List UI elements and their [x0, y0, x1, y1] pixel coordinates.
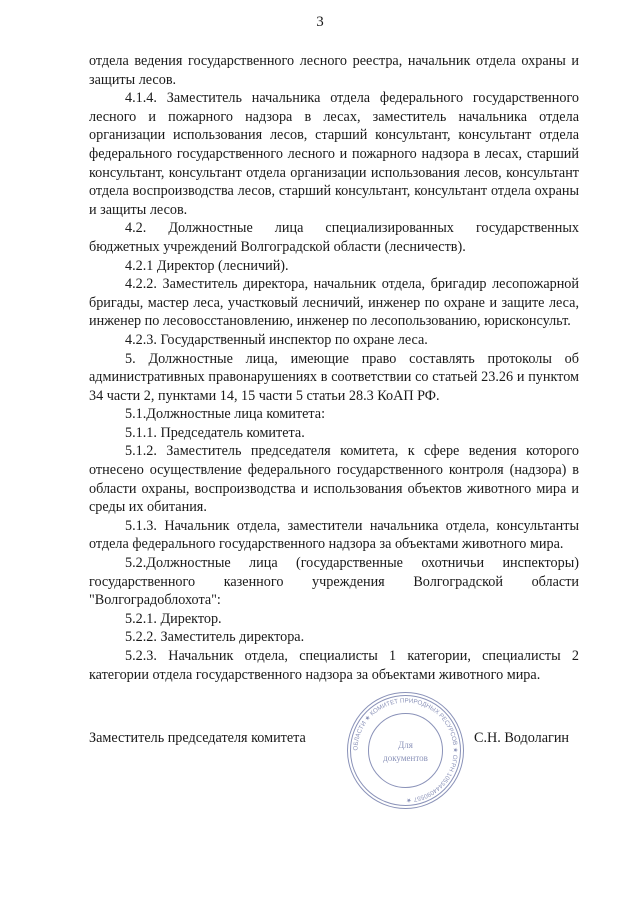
svg-text:документов: документов	[383, 753, 428, 763]
paragraph: 4.2. Должностные лица специализированных государственных бюджетных учреждений Волгоградской области (лесничеств).	[89, 220, 579, 255]
paragraph: 4.2.2. Заместитель директора, начальник отдела, бригадир лесопожарной бригады, мастер леса, участковый лесничий, инженер по охране и защите леса, инженер по лесовосстановлению, инженер по лесопользованию, юрисконсульт.	[89, 276, 579, 330]
signatory-position: Заместитель председателя комитета	[89, 730, 306, 746]
paragraph: отдела ведения государственного лесного реестра, начальник отдела охраны и защиты лесов.	[89, 53, 579, 88]
official-stamp-seal	[343, 688, 468, 813]
paragraph: 5.1.Должностные лица комитета:	[125, 406, 326, 423]
paragraph: 5.2.1. Директор.	[125, 610, 222, 627]
paragraph: 5.1.1. Председатель комитета.	[125, 424, 305, 441]
paragraph: 5.2.Должностные лица (государственные охотничьи инспекторы) государственного казенного учреждения Волгоградской области "Волгоградоблохота":	[89, 555, 579, 609]
paragraph: 4.1.4. Заместитель начальника отдела федерального государственного лесного и пожарного надзора в лесах, заместитель начальника отдела организации использования лесов, старший консультант, консультант отдела федерального государственного лесного и пожарного надзора в лесах, старший консультант, консультант отдела организации использования лесов, консультант отдела воспроизводства лесов, старший консультант, консультант отдела охраны и защиты лесов.	[89, 90, 579, 218]
page-number: 3	[316, 14, 324, 30]
paragraph: 5.1.3. Начальник отдела, заместители начальника отдела, консультанты отдела федерального государственного надзора за объектами животного мира.	[89, 517, 579, 553]
svg-text:ОБЛАСТИ ★ КОМИТЕТ ПРИРОДНЫХ РЕ: ОБЛАСТИ ★ КОМИТЕТ ПРИРОДНЫХ РЕСУРСОВ ★ ОГРН 1053444090557 ★	[352, 697, 459, 804]
paragraph: 5.2.2. Заместитель директора.	[125, 629, 305, 646]
paragraph: 5. Должностные лица, имеющие право составлять протоколы об административных правонарушениях в соответствии со статьей 23.26 и пунктом 34 части 2, пунктами 14, 15 части 5 статьи 28.3 КоАП РФ.	[89, 350, 579, 404]
document-body	[89, 52, 579, 684]
paragraph: 5.1.2. Заместитель председателя комитета, к сфере ведения которого отнесено осуществление федерального государственного контроля (надзора) в области охраны, воспроизводства и использования объектов животного мира и среды их обитания.	[89, 443, 579, 516]
signatory-name: С.Н. Водолагин	[474, 730, 570, 746]
paragraph: 4.2.1 Директор (лесничий).	[125, 257, 289, 274]
svg-text:Для: Для	[398, 740, 413, 750]
paragraph: 5.2.3. Начальник отдела, специалисты 1 категории, специалисты 2 категории отдела государственного надзора за объектами животного мира.	[89, 648, 579, 683]
paragraph: 4.2.3. Государственный инспектор по охране леса.	[125, 331, 428, 348]
